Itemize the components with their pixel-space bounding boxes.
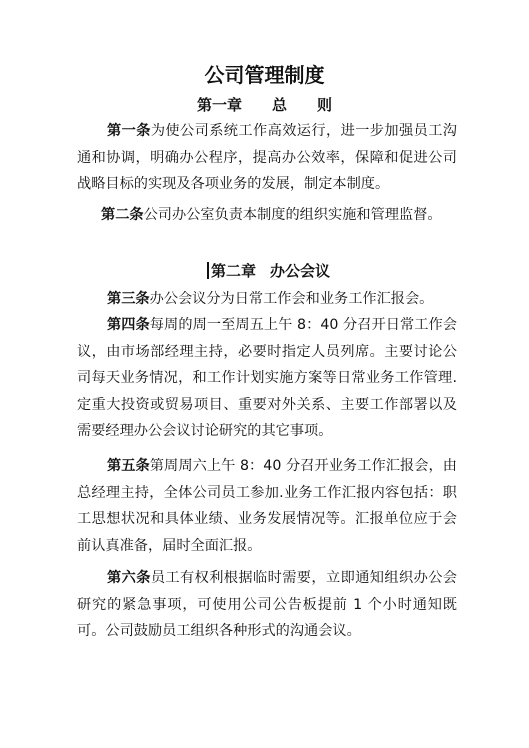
article-5-text: 第周周六上午 8：40 分召开业务工作汇报会，由总经理主持，全体公司员工参加.业务工作汇报内容包括：职工思想状况和具体业绩、业务发展情况等。汇报单位应于会前认真准备，届时全面汇报。	[77, 458, 457, 554]
article-3	[77, 286, 457, 313]
article-1-text: 为使公司系统工作高效运行，进一步加强员工沟通和协调，明确办公程序，提高办公效率，保障和促进公司战略目标的实现及各项业务的发展，制定本制度。	[77, 123, 457, 192]
article-2-label: 第二条	[101, 207, 144, 223]
article-5	[77, 453, 457, 559]
article-4-label: 第四条	[107, 317, 150, 333]
article-3-label: 第三条	[107, 291, 150, 307]
document-title: 公司管理制度	[204, 63, 325, 87]
article-6-text: 员工有权利根据临时需要，立即通知组织办公会研究的紧急事项，可使用公司公告板提前 1 个小时通知既可。公司鼓励员工组织各种形式的沟通会议。	[77, 570, 457, 639]
article-6	[77, 565, 457, 645]
chapter-2-name: 办公会议	[270, 262, 331, 280]
article-1	[77, 118, 457, 198]
chapter-1-name: 总 则	[272, 96, 333, 114]
article-6-label: 第六条	[107, 570, 151, 586]
chapter-2-heading	[4, 260, 529, 282]
article-1-label: 第一条	[107, 123, 151, 139]
article-2-text: 公司办公室负责本制度的组织实施和管理监督。	[143, 207, 442, 223]
article-3-text: 办公会议分为日常工作会和业务工作汇报会。	[149, 291, 434, 307]
chapter-1-heading	[0, 94, 529, 116]
chapter-1-number: 第一章	[196, 96, 242, 114]
text-cursor-icon	[207, 262, 209, 279]
article-5-label: 第五条	[107, 458, 150, 474]
article-4-text: 每周的周一至周五上午 8：40 分召开日常工作会议，由市场部经理主持，必要时指定人员列席。主要讨论公司每天业务情况，和工作计划实施方案等日常业务工作管理.定重大投资或贸易项目、重要对外关系、主要工作部署以及需要经理办公会议讨论研究的其它事项。	[77, 317, 457, 439]
chapter-2-number: 第二章	[210, 262, 256, 280]
article-2	[77, 202, 457, 229]
article-4	[77, 312, 457, 445]
